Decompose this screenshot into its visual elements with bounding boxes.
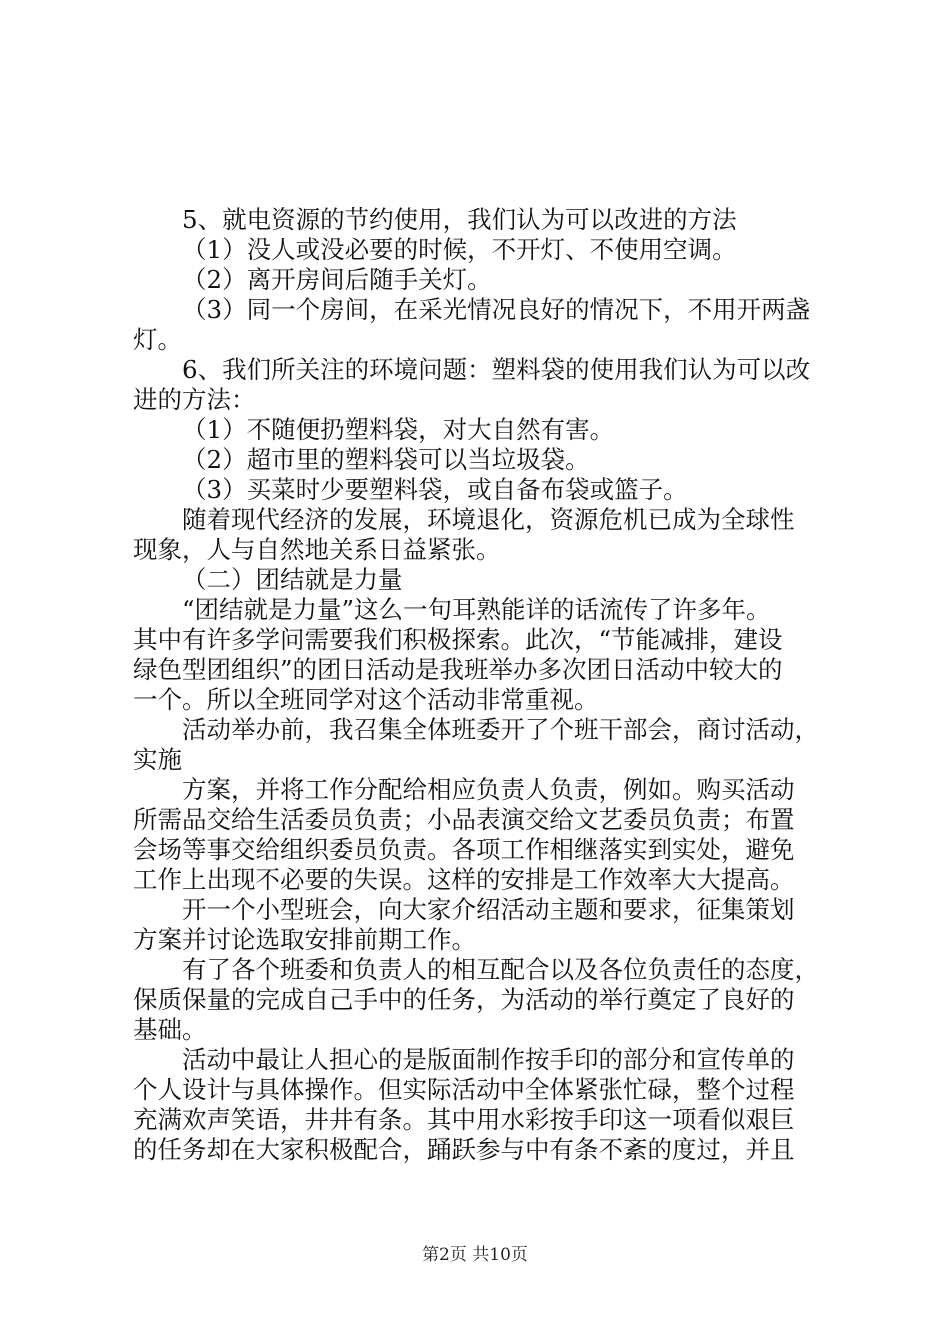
text-line: （3）买菜时少要塑料袋，或自备布袋或篮子。 (182, 475, 688, 504)
text-line: 保质保量的完成自己手中的任务，为活动的举行奠定了良好的 (133, 985, 795, 1014)
text-line: 基础。 (133, 1015, 207, 1044)
text-line: 其中有许多学问需要我们积极探索。此次，“节能减排，建设 (133, 625, 783, 654)
text-line: 6、我们所关注的环境问题：塑料袋的使用我们认为可以改 (182, 355, 811, 384)
text-line: 所需品交给生活委员负责；小品表演交给文艺委员负责；布置 (133, 805, 795, 834)
text-line: 一个。所以全班同学对这个活动非常重视。 (133, 685, 599, 714)
text-line: 实施 (133, 745, 182, 774)
text-line: 方案，并将工作分配给相应负责人负责，例如。购买活动 (182, 775, 795, 804)
text-line: 有了各个班委和负责人的相互配合以及各位负责任的态度， (182, 955, 819, 984)
text-line: 进的方法： (133, 385, 256, 414)
text-line: 灯。 (133, 325, 182, 354)
text-line: 现象，人与自然地关系日益紧张。 (133, 535, 501, 564)
text-line: “团结就是力量”这么一句耳熟能详的话流传了许多年。 (182, 595, 771, 624)
text-line: 会场等事交给组织委员负责。各项工作相继落实到实处，避免 (133, 835, 795, 864)
text-line: （1）不随便扔塑料袋，对大自然有害。 (182, 415, 615, 444)
text-line: （1）没人或没必要的时候，不开灯、不使用空调。 (182, 235, 737, 264)
text-line: 活动中最让人担心的是版面制作按手印的部分和宣传单的 (182, 1045, 795, 1074)
text-line: 活动举办前，我召集全体班委开了个班干部会，商讨活动， (182, 715, 819, 744)
text-line: 方案并讨论选取安排前期工作。 (133, 925, 476, 954)
text-line: 的任务却在大家积极配合，踊跃参与中有条不紊的度过，并且 (133, 1135, 795, 1164)
text-line: 开一个小型班会，向大家介绍活动主题和要求，征集策划 (182, 895, 795, 924)
text-line: 个人设计与具体操作。但实际活动中全体紧张忙碌，整个过程 (133, 1075, 795, 1104)
document-body (133, 205, 833, 1165)
text-line: 随着现代经济的发展，环境退化，资源危机已成为全球性 (182, 505, 795, 534)
page-footer (0, 1240, 950, 1265)
text-line: （2）离开房间后随手关灯。 (182, 265, 492, 294)
text-line: 工作上出现不必要的失误。这样的安排是工作效率大大提高。 (133, 865, 795, 894)
text-line: 绿色型团组织”的团日活动是我班举办多次团日活动中较大的 (133, 655, 783, 684)
text-line: （2）超市里的塑料袋可以当垃圾袋。 (182, 445, 590, 474)
text-line: （3）同一个房间，在采光情况良好的情况下，不用开两盏 (182, 295, 811, 324)
text-line: 5、就电资源的节约使用，我们认为可以改进的方法 (182, 205, 737, 234)
page-number-label: 第2页 共10页 (422, 1245, 528, 1265)
text-line: 充满欢声笑语，井井有条。其中用水彩按手印这一项看似艰巨 (133, 1105, 795, 1134)
text-line: （二）团结就是力量 (182, 565, 403, 594)
